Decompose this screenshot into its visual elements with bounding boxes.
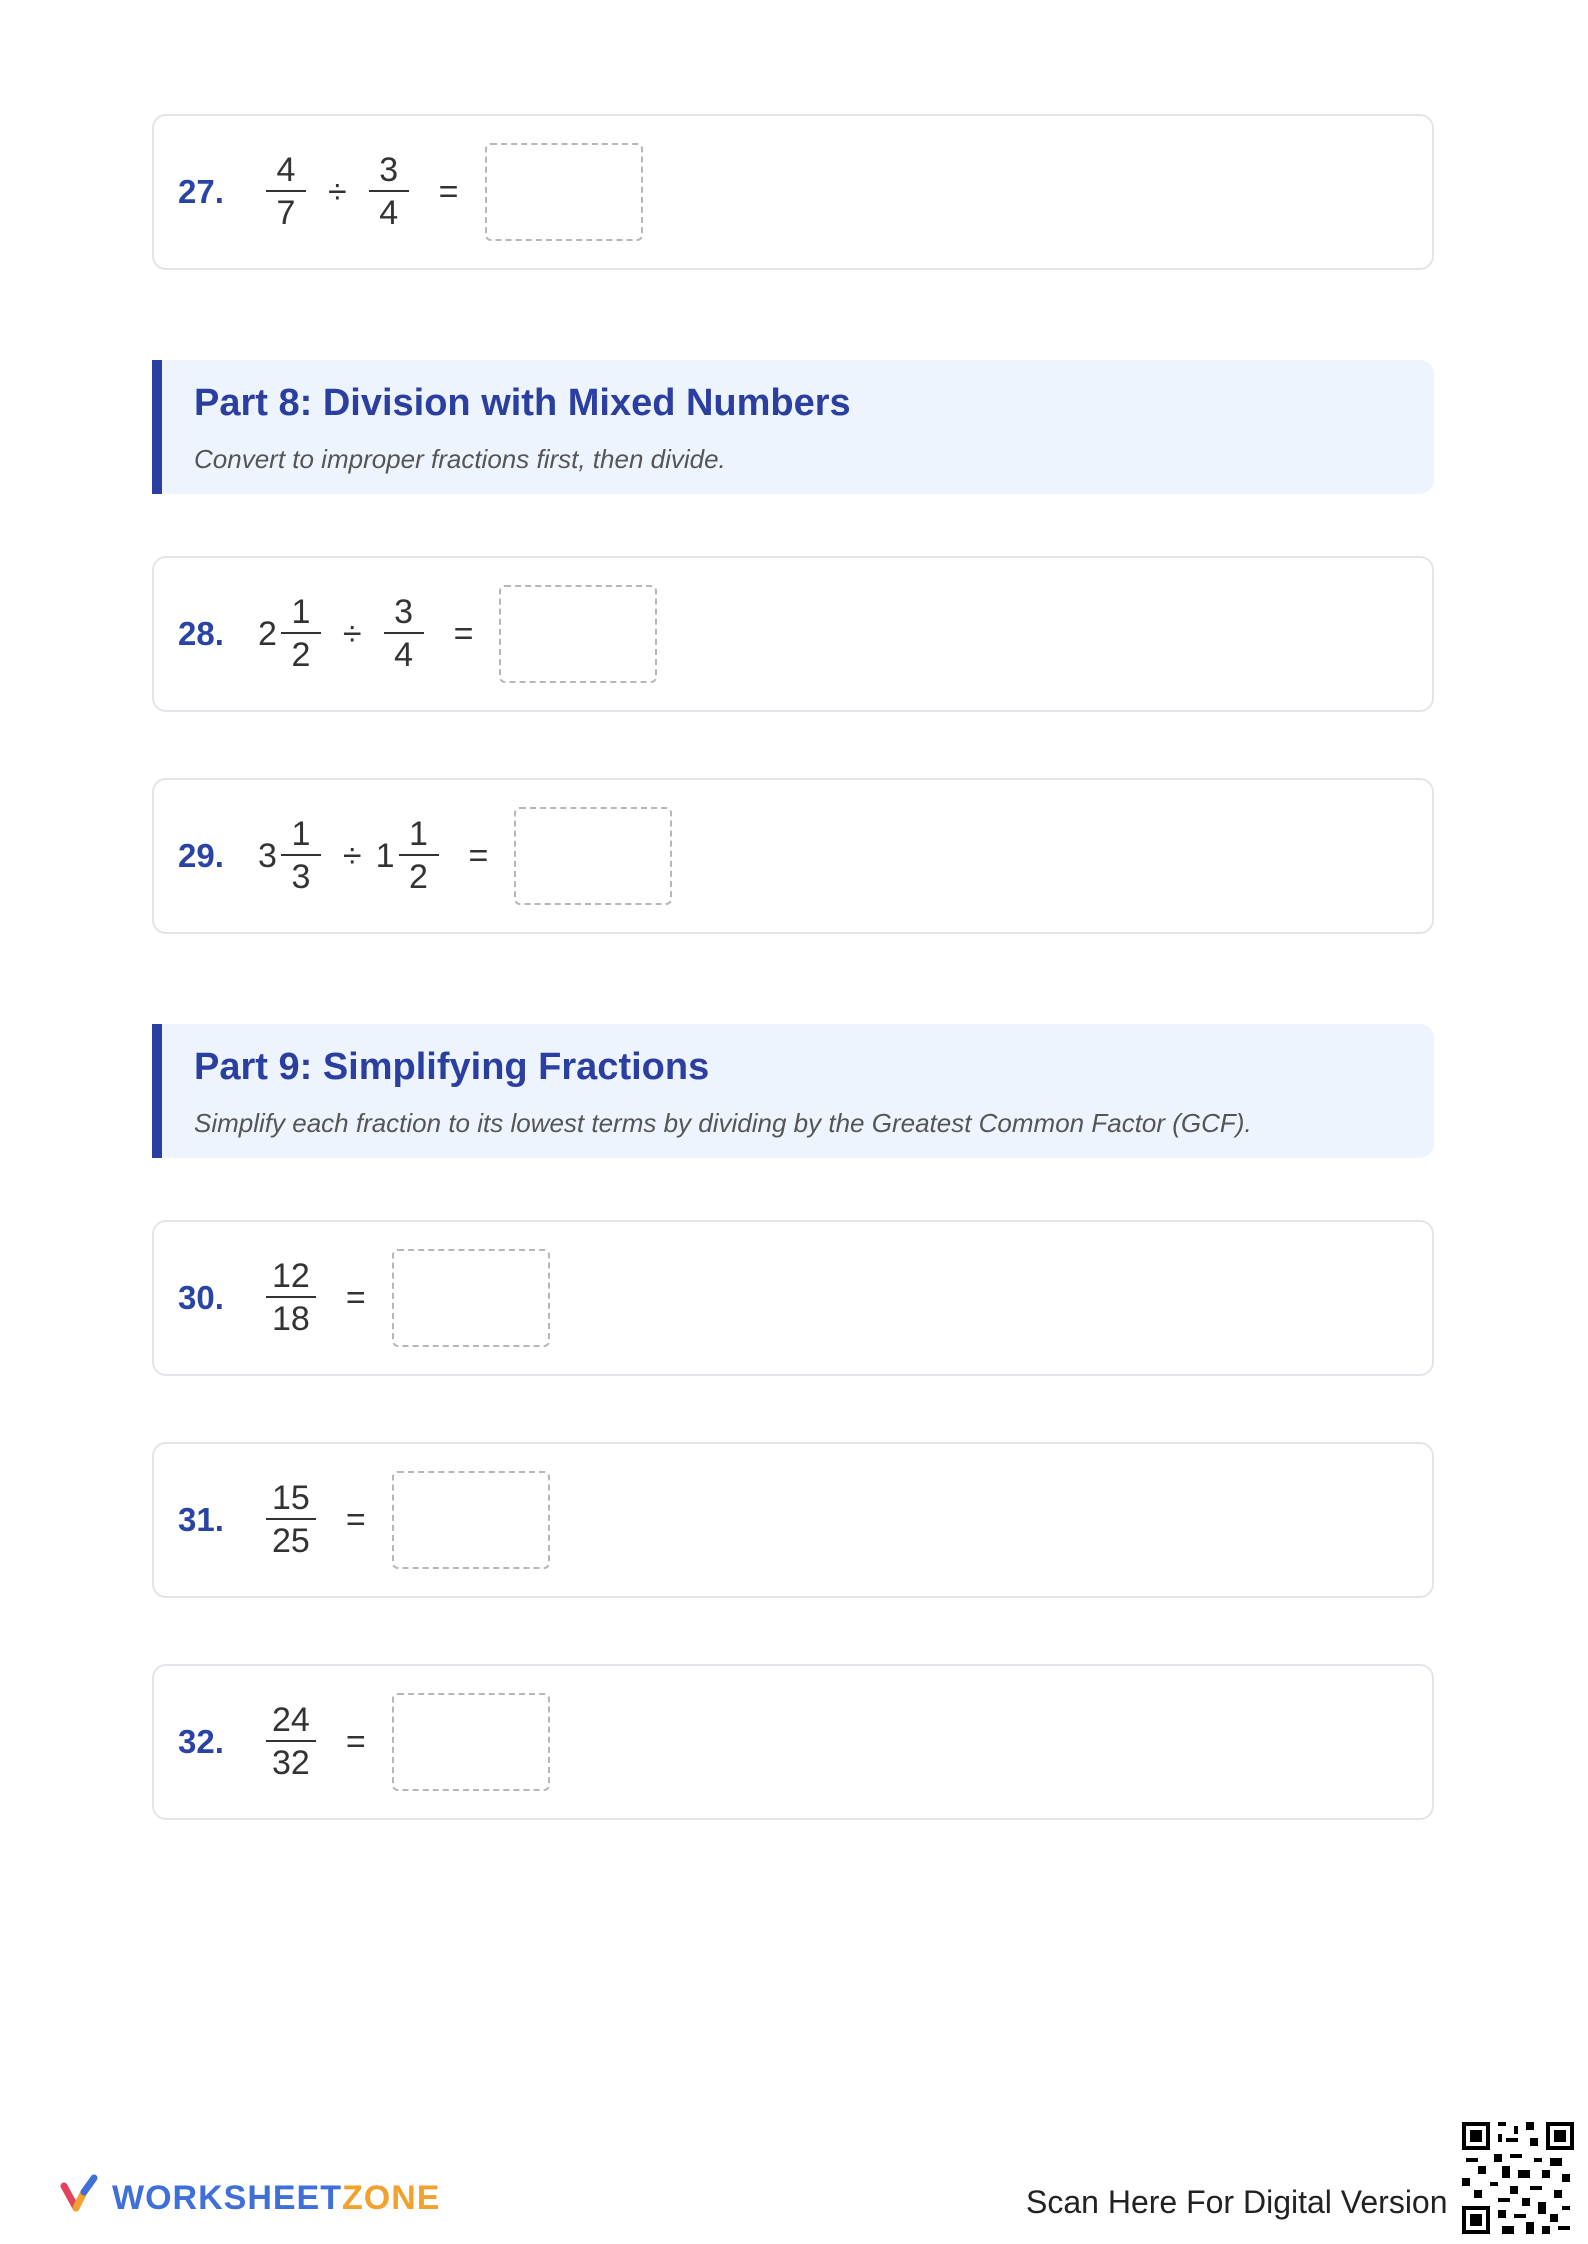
fraction [266, 1478, 316, 1562]
numerator: 1 [281, 814, 321, 856]
brand-part1: WORKSHEET [112, 2178, 342, 2217]
answer-box[interactable] [485, 143, 643, 241]
denominator: 4 [394, 636, 414, 674]
fraction [266, 1256, 316, 1340]
problem-card-32 [152, 1664, 1434, 1820]
numerator: 1 [281, 592, 321, 634]
problem-number: 27. [178, 173, 224, 210]
numerator: 12 [266, 1256, 316, 1298]
worksheetzone-logo-icon [58, 2168, 98, 2228]
problem-card-30 [152, 1220, 1434, 1376]
divide-operator: ÷ [328, 172, 347, 211]
equals-sign: = [438, 172, 459, 211]
denominator: 32 [272, 1744, 310, 1782]
problem-number: 29. [178, 837, 224, 874]
brand-part2: ZONE [342, 2178, 441, 2217]
answer-box[interactable] [392, 1471, 550, 1569]
fraction [399, 814, 439, 898]
numerator: 3 [384, 592, 424, 634]
equals-sign: = [345, 1278, 366, 1317]
fraction [384, 592, 424, 676]
expression [258, 1693, 550, 1791]
section-title: Part 9: Simplifying Fractions [194, 1046, 710, 1088]
fraction [281, 592, 321, 676]
expression [258, 585, 657, 683]
denominator: 3 [291, 858, 311, 896]
numerator: 15 [266, 1478, 316, 1520]
fraction [369, 150, 409, 234]
denominator: 25 [272, 1522, 310, 1560]
section-header-part9 [152, 1024, 1434, 1158]
expression [258, 807, 672, 905]
denominator: 18 [272, 1300, 310, 1338]
problem-number: 28. [178, 615, 224, 652]
numerator: 3 [369, 150, 409, 192]
answer-box[interactable] [514, 807, 672, 905]
problem-card-27 [152, 114, 1434, 270]
answer-box[interactable] [499, 585, 657, 683]
denominator: 7 [276, 194, 296, 232]
section-subtitle: Simplify each fraction to its lowest terms by dividing by the Greatest Common Factor (GCF). [194, 1108, 1252, 1138]
section-subtitle: Convert to improper fractions first, then divide. [194, 444, 726, 474]
whole-number: 2 [258, 615, 277, 653]
equals-sign: = [468, 836, 489, 875]
numerator: 24 [266, 1700, 316, 1742]
section-title: Part 8: Division with Mixed Numbers [194, 382, 851, 424]
brand-name [112, 2179, 440, 2218]
divide-operator: ÷ [342, 836, 362, 875]
problem-number: 32. [178, 1723, 224, 1760]
qr-code-icon[interactable] [1462, 2122, 1574, 2234]
fraction [281, 814, 321, 898]
equals-sign: = [453, 614, 474, 653]
problem-card-28 [152, 556, 1434, 712]
answer-box[interactable] [392, 1249, 550, 1347]
denominator: 4 [379, 194, 399, 232]
problem-card-29 [152, 778, 1434, 934]
numerator: 4 [266, 150, 306, 192]
denominator: 2 [409, 858, 428, 896]
section-header-part8 [152, 360, 1434, 494]
divide-operator: ÷ [342, 614, 362, 653]
answer-box[interactable] [392, 1693, 550, 1791]
fraction [266, 1700, 316, 1784]
whole-number: 1 [375, 837, 395, 875]
expression [258, 1249, 550, 1347]
expression [258, 1471, 550, 1569]
numerator: 1 [399, 814, 439, 856]
whole-number: 3 [258, 837, 277, 875]
equals-sign: = [345, 1722, 366, 1761]
worksheetzone-logo[interactable] [58, 2168, 440, 2228]
problem-number: 30. [178, 1279, 224, 1316]
expression [258, 143, 643, 241]
fraction [266, 150, 306, 234]
scan-text: Scan Here For Digital Version [1026, 2184, 1448, 2220]
problem-number: 31. [178, 1501, 224, 1538]
equals-sign: = [345, 1500, 366, 1539]
problem-card-31 [152, 1442, 1434, 1598]
denominator: 2 [291, 636, 311, 674]
